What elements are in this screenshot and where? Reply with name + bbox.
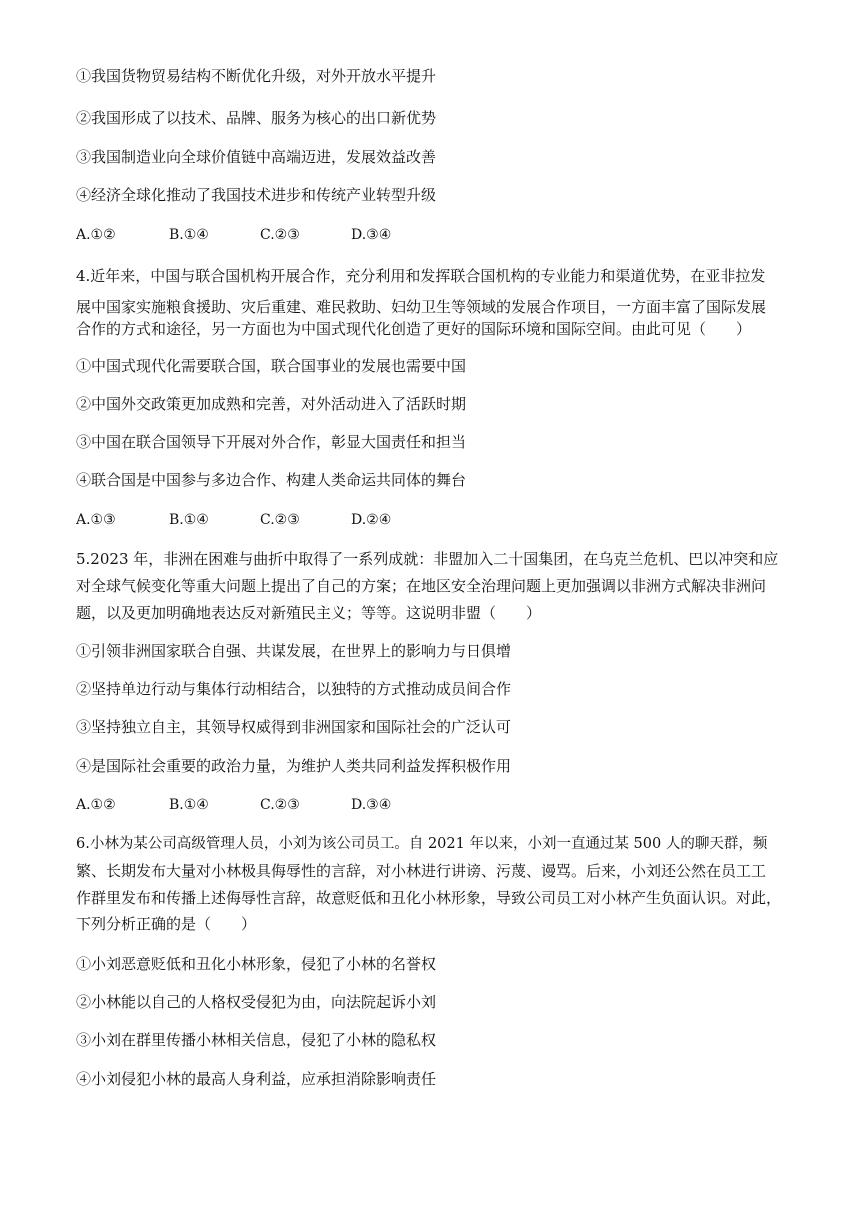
q3-option-1: ①我国货物贸易结构不断优化升级，对外开放水平提升	[76, 67, 437, 85]
q5-answer-b: B.①④	[169, 797, 209, 813]
q5-stem-line-2: 对全球气候变化等重大问题上提出了自己的方案；在地区安全治理问题上更加强调以非洲方式解决非洲问	[76, 577, 767, 595]
q6-stem-line-4: 下列分析正确的是（ ）	[76, 915, 257, 933]
q3-answer-d: D.③④	[351, 227, 392, 243]
q4-answer-d: D.②④	[351, 512, 392, 528]
q5-stem-line-1: 5.2023 年，非洲在困难与曲折中取得了一系列成就：非盟加入二十国集团，在乌克兰危机、巴以冲突和应	[76, 550, 779, 568]
q6-stem-line-2: 繁、长期发布大量对小林极具侮辱性的言辞，对小林进行讲谤、污蔑、谩骂。后来，小刘还公然在员工工	[76, 862, 767, 880]
q6-option-1: ①小刘恶意贬低和丑化小林形象，侵犯了小林的名誉权	[76, 955, 437, 973]
q3-answer-b: B.①④	[169, 227, 209, 243]
q3-option-3: ③我国制造业向全球价值链中高端迈进，发展效益改善	[76, 148, 437, 166]
q6-option-3: ③小刘在群里传播小林相关信息，侵犯了小林的隐私权	[76, 1031, 437, 1049]
q5-answer-d: D.③④	[351, 797, 392, 813]
q5-answer-c: C.②③	[260, 797, 300, 813]
q5-answer-a: A.①②	[76, 797, 116, 813]
q5-option-4: ④是国际社会重要的政治力量，为维护人类共同利益发挥积极作用	[76, 757, 512, 775]
q3-answer-c: C.②③	[260, 227, 300, 243]
q4-stem-line-1: 4.近年来，中国与联合国机构开展合作，充分利用和发挥联合国机构的专业能力和渠道优势，在亚非拉发	[76, 267, 766, 285]
q3-option-4: ④经济全球化推动了我国技术进步和传统产业转型升级	[76, 186, 437, 204]
q5-option-1: ①引领非洲国家联合自强、共谋发展，在世界上的影响力与日俱增	[76, 642, 512, 660]
q4-option-1: ①中国式现代化需要联合国，联合国事业的发展也需要中国	[76, 357, 467, 375]
q3-option-2: ②我国形成了以技术、品牌、服务为核心的出口新优势	[76, 109, 437, 127]
q5-stem-line-3: 题，以及更加明确地表达反对新殖民主义；等等。这说明非盟（ ）	[76, 604, 542, 622]
q4-option-2: ②中国外交政策更加成熟和完善，对外活动进入了活跃时期	[76, 395, 467, 413]
q4-stem-line-3: 合作的方式和途径，另一方面也为中国式现代化创造了更好的国际环境和国际空间。由此可见（ ）	[76, 320, 752, 338]
q3-answer-a: A.①②	[76, 227, 116, 243]
q6-stem-line-3: 作群里发布和传播上述侮辱性言辞，故意贬低和丑化小林形象，导致公司员工对小林产生负面认识。对此，	[76, 889, 782, 907]
q4-answer-c: C.②③	[260, 512, 300, 528]
q6-stem-line-1: 6.小林为某公司高级管理人员，小刘为该公司员工。自 2021 年以来，小刘一直通过某 500 人的聊天群，频	[76, 836, 768, 852]
q4-stem-line-2: 展中国家实施粮食援助、灾后重建、难民救助、妇幼卫生等领域的发展合作项目，一方面丰富了国际发展	[76, 298, 767, 316]
q6-option-2: ②小林能以自己的人格权受侵犯为由，向法院起诉小刘	[76, 993, 437, 1011]
q4-answer-b: B.①④	[169, 512, 209, 528]
q5-option-3: ③坚持独立自主，其领导权威得到非洲国家和国际社会的广泛认可	[76, 718, 512, 736]
q4-option-4: ④联合国是中国参与多边合作、构建人类命运共同体的舞台	[76, 471, 467, 489]
q5-option-2: ②坚持单边行动与集体行动相结合，以独特的方式推动成员间合作	[76, 680, 512, 698]
q6-option-4: ④小刘侵犯小林的最高人身利益，应承担消除影响责任	[76, 1070, 437, 1088]
q4-option-3: ③中国在联合国领导下开展对外合作，彰显大国责任和担当	[76, 433, 467, 451]
q4-answer-a: A.①③	[76, 512, 116, 528]
